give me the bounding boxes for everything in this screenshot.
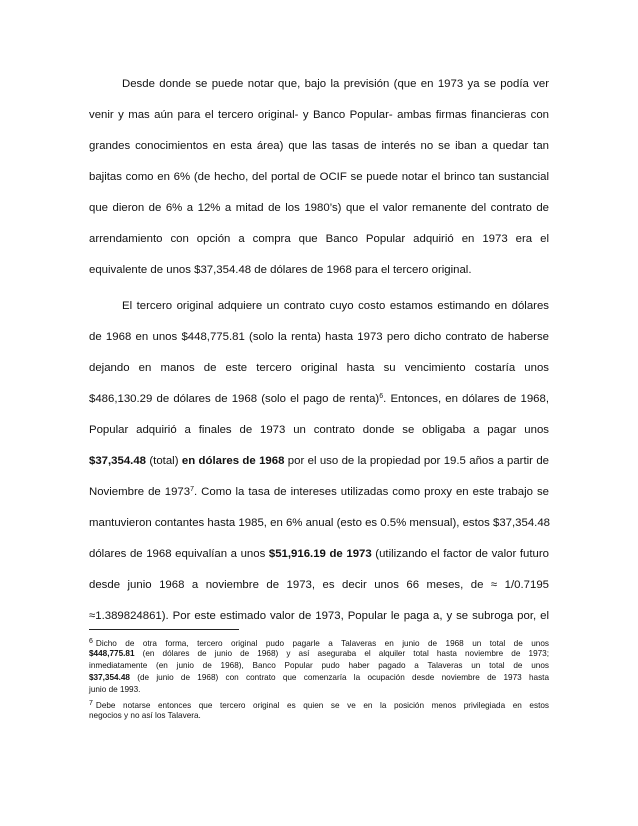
text-line: dejando en manos de este tercero original hasta su vencimiento costaría unos: [89, 362, 549, 374]
text-span: $486,130.29 de dólares de 1968 (solo el pago de renta): [89, 393, 380, 405]
text-span: (en dólares de junio de 1968) y así aseguraba el alquiler total hasta noviembre de 1973;: [134, 649, 549, 658]
text-span: (utilizando el factor de valor futuro: [371, 548, 549, 560]
text-line: venir y mas aún para el tercero original- y Banco Popular- ambas firmas financieras con: [89, 109, 549, 121]
footnote-6-line: inmediatamente (en junio de 1968), Banco Popular pudo haber pagado a Talaveras un total de unos: [89, 661, 549, 670]
text-span: Debe notarse entonces que tercero original es quien se ve en la posición menos privilegiada en estos: [95, 701, 549, 710]
text-span: Dicho de otra forma, tercero original pudo pagarle a Talaveras en junio de 1968 un total de unos: [95, 639, 549, 648]
footnote-6-line: [89, 648, 549, 660]
text-span: . Entonces, en dólares de 1968,: [383, 393, 549, 405]
text-line: [89, 453, 549, 469]
text-line: El tercero original adquiere un contrato cuyo costo estamos estimando en dólares: [122, 300, 549, 312]
text-span: Noviembre de 1973: [89, 486, 191, 498]
text-line: [89, 546, 549, 562]
footnote-6-line: junio de 1993.: [89, 685, 141, 694]
bold-amount: $448,775.81: [89, 649, 135, 658]
bold-amount: $37,354.48: [89, 673, 130, 682]
text-line: de 1968 en unos $448,775.81 (solo la renta) hasta 1973 pero dicho contrato de haberse: [89, 331, 549, 343]
text-line: desde junio 1968 a noviembre de 1973, es decir unos 66 meses, de ≈ 1/0.7195: [89, 579, 549, 591]
footnote-6-line: [89, 672, 549, 684]
text-span: (total): [146, 455, 182, 467]
text-line: arrendamiento con opción a compra que Banco Popular adquirió en 1973 era el: [89, 233, 549, 245]
text-line: bajitas como en 6% (de hecho, del portal de OCIF se puede notar el brinco tan sustancial: [89, 171, 549, 183]
footnote-ref-6[interactable]: 6: [379, 393, 384, 400]
text-line: grandes conocimientos en esta área) que las tasas de interés no se iban a quedar tan: [89, 140, 549, 152]
bold-amount: $37,354.48: [89, 455, 147, 467]
footnote-ref-7[interactable]: 7: [190, 486, 194, 493]
text-span: dólares de 1968 equivalían a unos: [89, 548, 269, 560]
text-line: ≈1.389824861). Por este estimado valor de 1973, Popular le paga a, y se subroga por, el: [89, 610, 549, 622]
text-line: Popular adquirió a finales de 1973 un contrato donde se obligaba a pagar unos: [89, 424, 549, 436]
text-line: [89, 484, 549, 500]
footnote-7-line: [89, 698, 549, 710]
text-line: Desde donde se puede notar que, bajo la previsión (que en 1973 ya se podía ver: [122, 78, 549, 90]
footnote-7-line: negocios y no así los Talavera.: [89, 711, 201, 720]
text-line: [89, 391, 549, 407]
bold-amount: $51,916.19 de 1973: [268, 548, 372, 560]
footnote-number: 6: [89, 638, 93, 645]
footnote-number: 7: [89, 700, 93, 707]
text-span: por el uso de la propiedad por 19.5 años a partir de: [284, 455, 550, 467]
footnote-6-line: [89, 636, 549, 648]
bold-text: en dólares de 1968: [181, 455, 285, 467]
text-line: mantuvieron contantes hasta 1985, en 6% anual (esto es 0.5% mensual), estos $37,354.48: [89, 517, 550, 529]
text-line: equivalente de unos $37,354.48 de dólares de 1968 para el tercero original.: [89, 264, 472, 276]
text-span: . Como la tasa de intereses utilizadas como proxy en este trabajo se: [193, 486, 549, 498]
footnote-separator: [89, 629, 239, 630]
text-span: (de junio de 1968) con contrato que comenzaría la ocupación desde noviembre de 1973 hasta: [129, 673, 549, 682]
text-line: que dieron de 6% a 12% a mitad de los 1980’s) que el valor remanente del contrato de: [89, 202, 549, 214]
